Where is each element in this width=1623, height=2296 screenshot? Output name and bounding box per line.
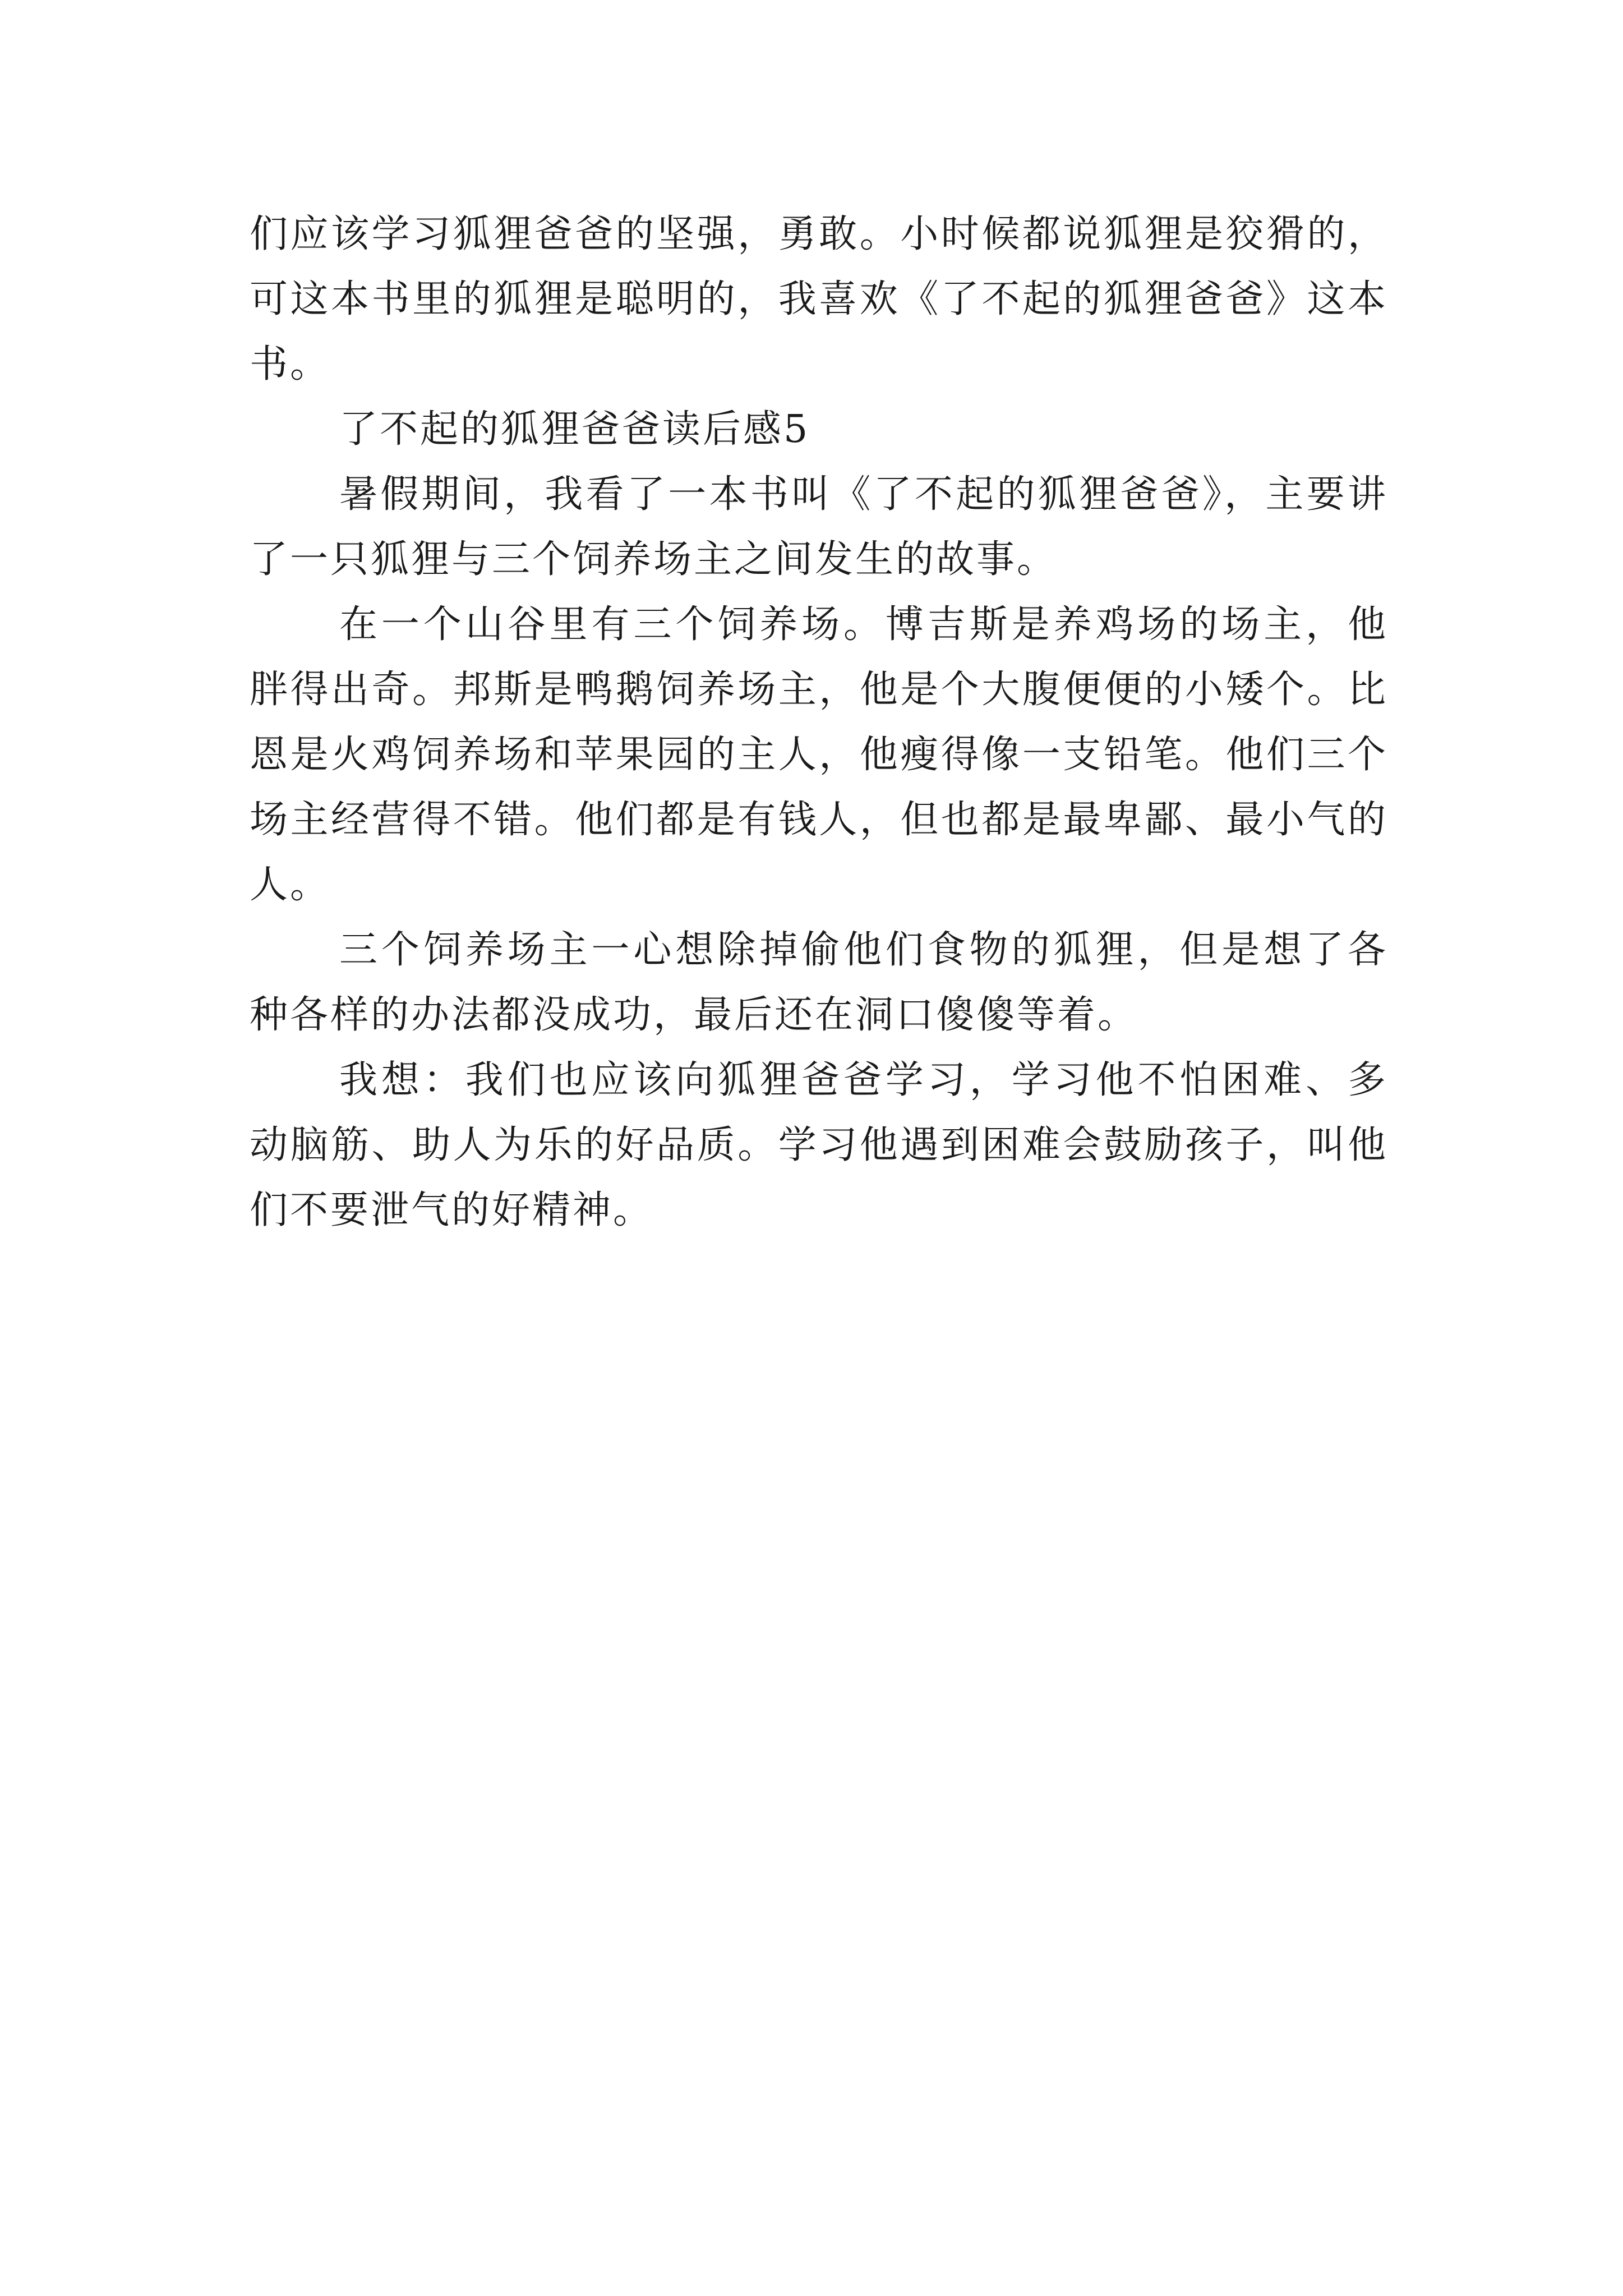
section-heading: 了不起的狐狸爸爸读后感5 bbox=[339, 407, 810, 452]
document-body bbox=[250, 202, 1388, 1243]
paragraph: 我想：我们也应该向狐狸爸爸学习，学习他不怕困难、多动脑筋、助人为乐的好品质。学习他遇到困难会鼓励孩子，叫他们不要泄气的好精神。 bbox=[250, 1058, 1388, 1232]
paragraph-continuation: 们应该学习狐狸爸爸的坚强，勇敢。小时候都说狐狸是狡猾的，可这本书里的狐狸是聪明的，我喜欢《了不起的狐狸爸爸》这本书。 bbox=[250, 212, 1388, 386]
paragraph: 暑假期间，我看了一本书叫《了不起的狐狸爸爸》，主要讲了一只狐狸与三个饲养场主之间发生的故事。 bbox=[250, 472, 1388, 582]
paragraph: 三个饲养场主一心想除掉偷他们食物的狐狸，但是想了各种各样的办法都没成功，最后还在洞口傻傻等着。 bbox=[250, 928, 1388, 1037]
paragraph: 在一个山谷里有三个饲养场。博吉斯是养鸡场的场主，他胖得出奇。邦斯是鸭鹅饲养场主，他是个大腹便便的小矮个。比恩是火鸡饲养场和苹果园的主人，他瘦得像一支铅笔。他们三个场主经营得不错。他们都是有钱人，但也都是最卑鄙、最小气的人。 bbox=[250, 602, 1388, 907]
